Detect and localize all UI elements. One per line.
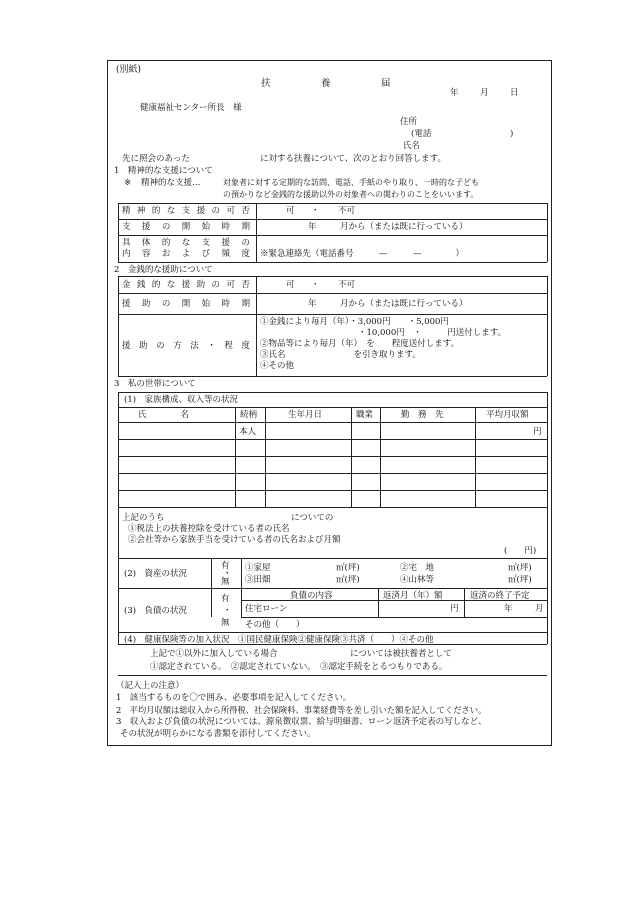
insurance-dependent-a: 上記で①以外に加入している場合 bbox=[150, 649, 278, 659]
date-month: 月 bbox=[480, 88, 489, 98]
address-label: 住所 bbox=[400, 117, 418, 127]
support-start-rest: 月から（または既に行っている） bbox=[340, 222, 468, 232]
financial-impossible-option[interactable]: 不可 bbox=[338, 280, 356, 290]
financial-method-label: 援 助 の 方 法 ・ 程 度 bbox=[122, 341, 250, 351]
debt-content-header: 負債の内容 bbox=[290, 591, 333, 601]
debt-amount-yen: 円 bbox=[450, 604, 459, 614]
date-year: 年 bbox=[450, 88, 459, 98]
income-yen-unit: 円 bbox=[533, 427, 542, 437]
financial-start-rest: 月から（または既に行っている） bbox=[340, 299, 468, 309]
note-mark: ※ bbox=[124, 178, 132, 188]
note-2: 2 平均月収額は総収入から所得税、社会保険料、事業経費等を差し引いた額を記入してください。 bbox=[116, 705, 487, 715]
note-line-1: 対象者に対する定期的な訪問、電話、手紙のやり取り、一時的な子ども bbox=[223, 178, 479, 187]
asset-land-unit: ㎡(坪) bbox=[508, 563, 532, 573]
section2-heading: 2 金銭的な援助について bbox=[114, 265, 213, 275]
financial-availability-label: 金 銭 的 な 援 助 の 可 否 bbox=[122, 280, 250, 290]
col-birthdate: 生年月日 bbox=[288, 410, 323, 420]
debt-end-month: 月 bbox=[535, 604, 544, 614]
support-start-label: 支 援 の 開 始 時 期 bbox=[122, 222, 250, 232]
debt-house-loan: 住宅ローン bbox=[245, 604, 288, 614]
support-impossible-option[interactable]: 不可 bbox=[338, 206, 356, 216]
debt-amount-header: 返済月（年）額 bbox=[383, 591, 443, 601]
debt-end-header: 返済の終了予定 bbox=[470, 591, 530, 601]
asset-house-unit: ㎡(坪) bbox=[336, 563, 360, 573]
section1-heading: 1 精神的な支援について bbox=[114, 166, 213, 176]
support-content-label-2: 内 容 お よ び 頻 度 bbox=[122, 249, 250, 259]
asset-label: (2) 資産の状況 bbox=[124, 569, 188, 579]
asset-field-unit: ㎡(坪) bbox=[336, 575, 360, 585]
note-1: 1 該当するものを〇で囲み、必要事項を記入してください。 bbox=[116, 693, 352, 703]
debt-dot: ・ bbox=[223, 606, 232, 616]
method-goods[interactable]: ②物品等により毎月（年） を 程度送付します。 bbox=[260, 339, 460, 349]
support-start-year: 年 bbox=[308, 222, 317, 232]
asset-field: ③田畑 bbox=[245, 575, 271, 585]
tax-deduction-line: ①税法上の扶養控除を受けている者の氏名 bbox=[128, 524, 290, 534]
phone-label: (電話 bbox=[411, 129, 432, 139]
financial-possible-option[interactable]: 可 bbox=[286, 280, 295, 290]
col-income: 平均月収額 bbox=[486, 410, 529, 420]
family-subheading: (1) 家族構成、収入等の状況 bbox=[124, 395, 239, 405]
note-3a: 3 収入および負債の状況については、源泉徴収票、給与明細書、ローン返済予定表の写しなど、 bbox=[116, 717, 487, 727]
method-money-b[interactable]: ・10,000円 ・ 円送付します。 bbox=[358, 328, 507, 338]
insurance-dependent-b: については被扶養者として bbox=[350, 649, 452, 659]
method-other[interactable]: ④その他 bbox=[260, 361, 295, 371]
debt-end-year: 年 bbox=[504, 604, 513, 614]
asset-land: ②宅 地 bbox=[400, 563, 435, 573]
jouki-text-a: 上記のうち bbox=[122, 513, 165, 523]
financial-dot: ・ bbox=[311, 280, 320, 290]
jouki-text-b: についての bbox=[291, 513, 334, 523]
method-money-a[interactable]: ①金銭により毎月（年）・3,000円 ・5,000円 bbox=[260, 317, 449, 327]
title-char-1: 扶 bbox=[261, 78, 271, 89]
financial-start-label: 援 助 の 開 始 時 期 bbox=[122, 299, 250, 309]
insurance-line[interactable]: (4) 健康保険等の加入状況 ①国民健康保険②健康保険③共済（ ）④その他 bbox=[124, 635, 434, 645]
family-allowance-line: ②会社等から家族手当を受けている者の氏名および月額 bbox=[128, 535, 341, 545]
intro-text-b: に対する扶養について、次のとおり回答します。 bbox=[260, 154, 446, 164]
debt-no[interactable]: 無 bbox=[221, 618, 230, 628]
col-workplace: 勤 務 先 bbox=[401, 410, 444, 420]
asset-dot: ・ bbox=[223, 569, 232, 579]
support-availability-label: 精 神 的 な 支 援 の 可 否 bbox=[122, 206, 250, 216]
insurance-status[interactable]: ①認定されている。 ②認定されていない。 ③認定手続をとるつもりである。 bbox=[150, 662, 448, 672]
phone-close: ) bbox=[510, 129, 514, 139]
intro-text-a: 先に照会のあった bbox=[122, 154, 190, 164]
section3-heading: 3 私の世帯について bbox=[114, 379, 196, 389]
name-label: 氏名 bbox=[403, 141, 421, 151]
asset-forest-unit: ㎡(坪) bbox=[508, 575, 532, 585]
support-possible-option[interactable]: 可 bbox=[286, 206, 295, 216]
debt-other: その他（ ） bbox=[245, 620, 305, 630]
asset-no[interactable]: 無 bbox=[221, 577, 230, 587]
debt-yes[interactable]: 有 bbox=[221, 594, 230, 604]
asset-house: ①家屋 bbox=[245, 563, 271, 573]
relation-self: 本人 bbox=[239, 427, 257, 437]
note-3b: その状況が明らかになる書類を添付してください。 bbox=[120, 729, 316, 739]
method-takein[interactable]: ③氏名 を引き取ります。 bbox=[260, 350, 421, 360]
asset-yes[interactable]: 有 bbox=[221, 561, 230, 571]
note-line-2: の預かりなど金銭的な援助以外の対象者への関わりのことをいいます。 bbox=[223, 190, 479, 199]
financial-start-year: 年 bbox=[308, 299, 317, 309]
date-day: 日 bbox=[510, 88, 519, 98]
note-term: 精神的な支援… bbox=[141, 178, 201, 188]
support-content-label-1: 具 体 的 な 支 援 の bbox=[122, 238, 250, 248]
col-name: 氏 名 bbox=[138, 410, 190, 420]
col-occupation: 職業 bbox=[356, 410, 374, 420]
title-char-2: 養 bbox=[321, 78, 331, 89]
col-relation: 続柄 bbox=[240, 410, 258, 420]
notes-heading: （記入上の注意） bbox=[116, 681, 185, 691]
attachment-label: (別紙) bbox=[116, 65, 142, 75]
allowance-yen: ( 円) bbox=[504, 546, 537, 556]
support-dot: ・ bbox=[311, 206, 320, 216]
debt-label: (3) 負債の状況 bbox=[124, 606, 188, 616]
asset-forest: ④山林等 bbox=[400, 575, 435, 585]
title-char-3: 届 bbox=[381, 78, 391, 89]
insurance-bottom-rule bbox=[118, 675, 547, 676]
emergency-contact[interactable]: ※緊急連絡先（電話番号 — — ） bbox=[260, 249, 465, 259]
form-sheet bbox=[107, 60, 552, 746]
addressee: 健康福祉センター所長 様 bbox=[140, 103, 242, 113]
